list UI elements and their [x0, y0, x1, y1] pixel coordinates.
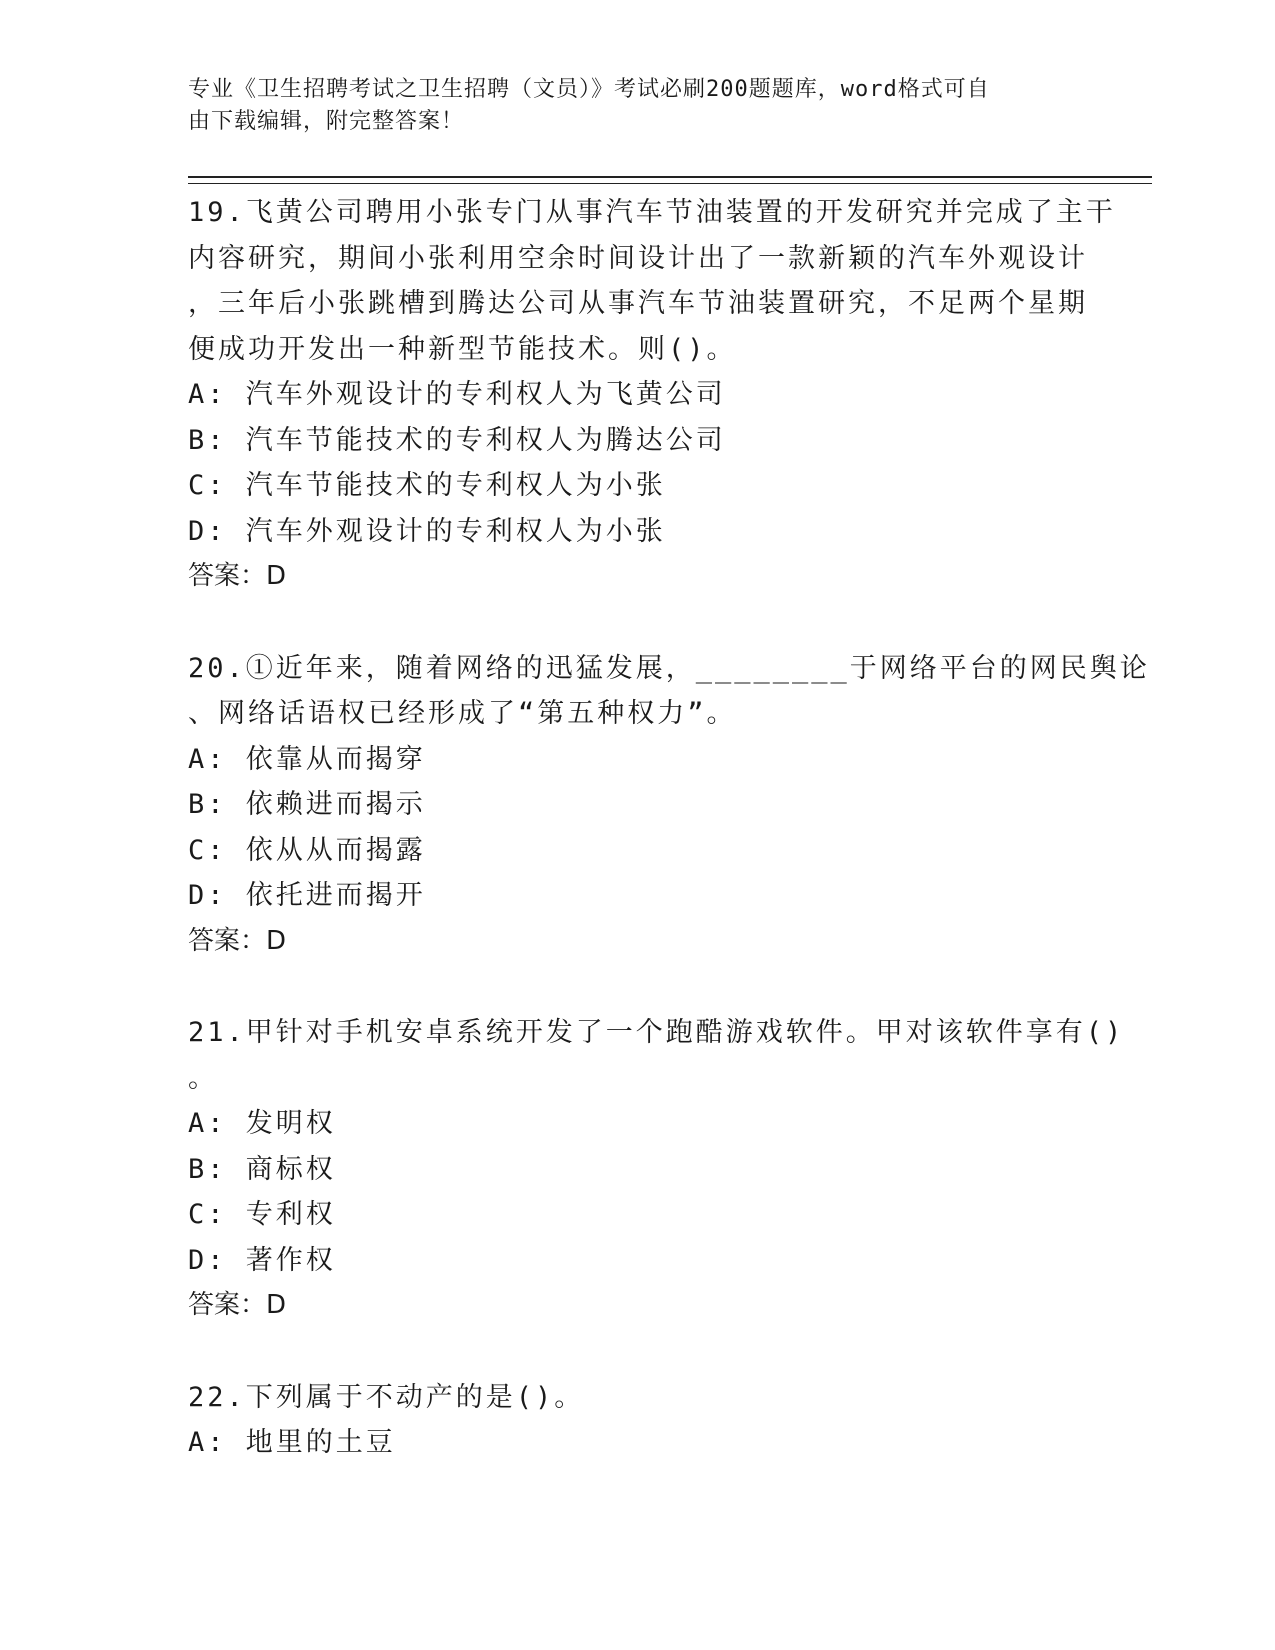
answer-label: 答案：D [188, 561, 287, 591]
option-d: D: 依托进而揭开 [188, 880, 426, 911]
answer-label: 答案：D [188, 925, 287, 956]
question-stem-line: 21.甲针对手机安卓系统开发了一个跑酷游戏软件。甲对该软件享有() [188, 1017, 1125, 1048]
option-b: B: 汽车节能技术的专利权人为腾达公司 [188, 424, 726, 456]
option-b: B: 依赖进而揭示 [188, 789, 426, 820]
option-d: D: 汽车外观设计的专利权人为小张 [188, 515, 666, 547]
question-21 [188, 1010, 1125, 1329]
question-list [188, 190, 1150, 1512]
question-stem-line: 。 [188, 1062, 218, 1094]
question-stem-line: 、网络话语权已经形成了“第五种权力”。 [188, 698, 737, 729]
question-stem-line: 便成功开发出一种新型节能技术。则()。 [188, 333, 737, 365]
question-stem-line: 20.①近年来，随着网络的迅猛发展，________于网络平台的网民舆论 [188, 652, 1150, 684]
question-stem-line: 19.飞黄公司聘用小张专门从事汽车节油装置的开发研究并完成了主干 [188, 197, 1116, 228]
header-line-1: 专业《卫生招聘考试之卫生招聘（文员）》考试必刷200题题库，word格式可自 [188, 77, 990, 102]
question-stem-line: ，三年后小张跳槽到腾达公司从事汽车节油装置研究，不足两个星期 [188, 288, 1088, 319]
option-d: D: 著作权 [188, 1244, 336, 1276]
option-c: C: 汽车节能技术的专利权人为小张 [188, 470, 666, 501]
header-line-2: 由下载编辑，附完整答案！ [188, 109, 465, 134]
question-stem-line: 22.下列属于不动产的是()。 [188, 1381, 585, 1413]
header-divider-thin [188, 183, 1152, 184]
header-divider-thick [188, 176, 1152, 178]
option-a: A: 依靠从而揭穿 [188, 743, 426, 775]
question-stem-line: 内容研究，期间小张利用空余时间设计出了一款新颖的汽车外观设计 [188, 242, 1088, 274]
question-20 [188, 646, 1150, 965]
document-header [188, 74, 1068, 138]
answer-label: 答案：D [188, 1290, 287, 1320]
option-a: A: 地里的土豆 [188, 1427, 396, 1458]
question-19 [188, 190, 1116, 600]
question-22 [188, 1375, 1088, 1466]
option-a: A: 发明权 [188, 1108, 336, 1139]
option-c: C: 专利权 [188, 1199, 336, 1230]
option-c: C: 依从从而揭露 [188, 834, 426, 866]
option-b: B: 商标权 [188, 1153, 336, 1185]
option-a: A: 汽车外观设计的专利权人为飞黄公司 [188, 379, 726, 410]
